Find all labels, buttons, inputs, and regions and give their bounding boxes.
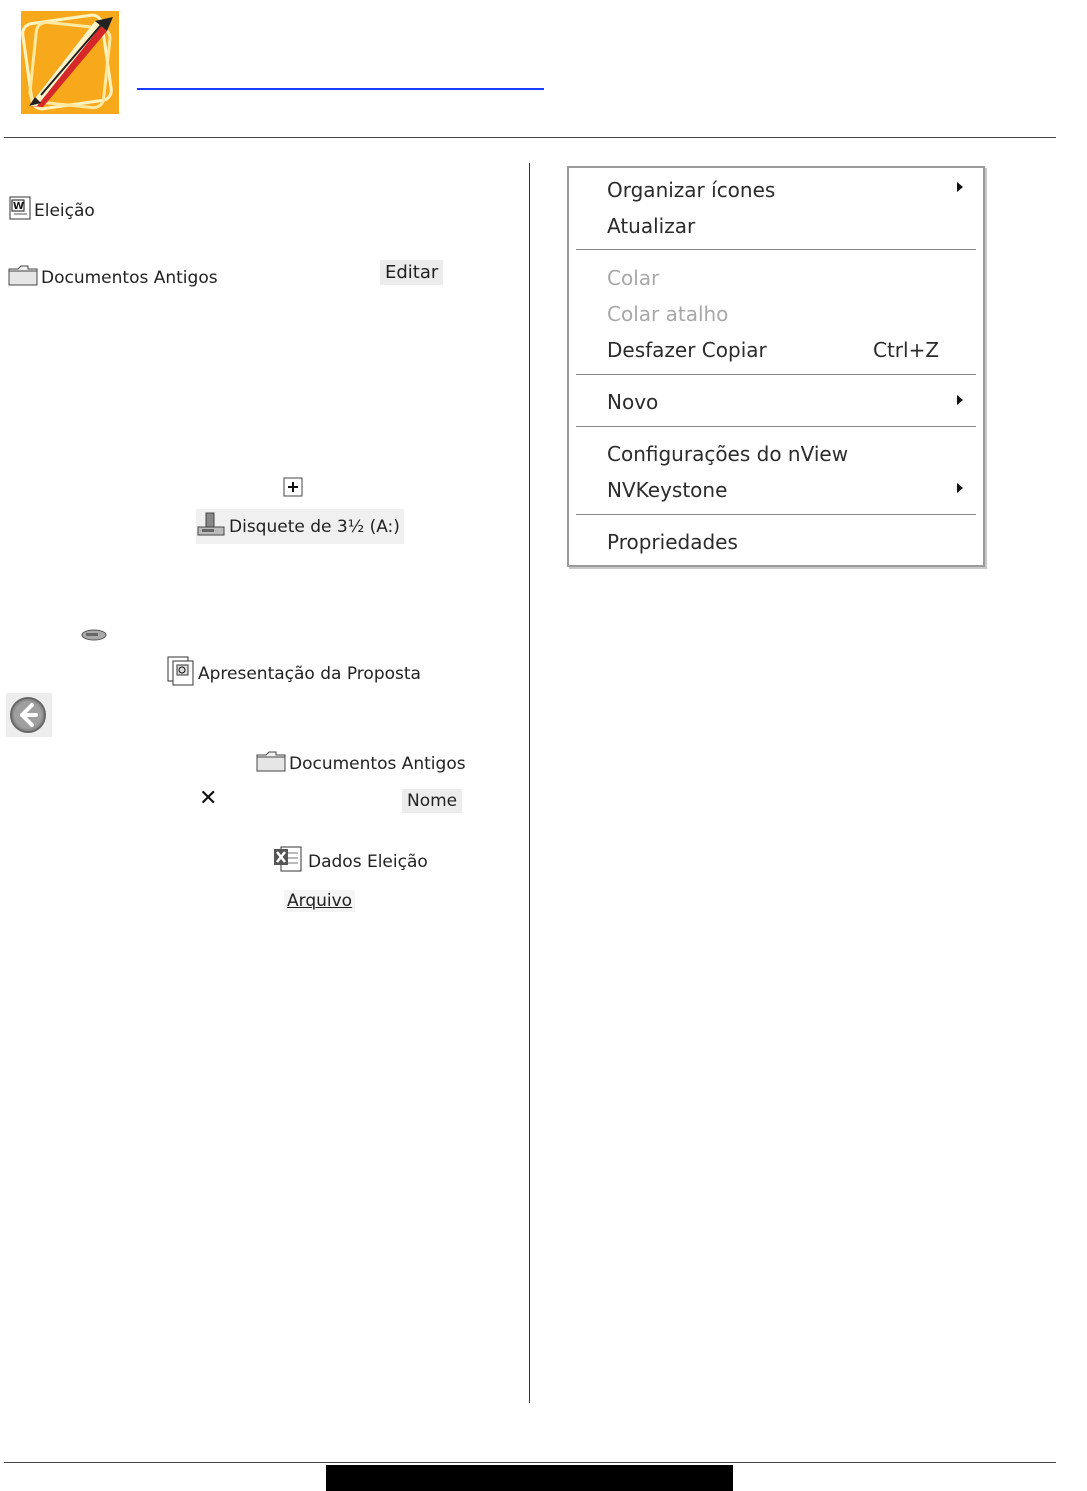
documentos-antigos-label: Documentos Antigos (41, 267, 218, 288)
excel-spreadsheet-icon (273, 844, 305, 879)
menu-item-atualizar[interactable]: Atualizar (607, 214, 696, 238)
menu-separator (576, 249, 976, 251)
editar-menu[interactable]: Editar (380, 260, 443, 285)
footer-bar (326, 1465, 733, 1491)
pencil-notebook-icon (21, 11, 119, 114)
documentos-antigos-folder-2[interactable] (256, 750, 466, 777)
submenu-arrow-icon (957, 483, 963, 493)
menu-separator (576, 514, 976, 516)
top-divider (4, 137, 1056, 138)
svg-text:W: W (13, 201, 25, 212)
apresentacao-label: Apresentação da Proposta (198, 663, 421, 684)
presentation-document-icon (167, 656, 195, 691)
menu-item-propriedades[interactable]: Propriedades (607, 530, 738, 554)
bottom-divider (4, 1462, 1056, 1463)
shortcut-ctrl-z: Ctrl+Z (873, 338, 940, 362)
menu-item-colar: Colar (607, 266, 660, 290)
eleicao-document[interactable] (9, 196, 95, 225)
disquete-label: Disquete de 3½ (A:) (229, 516, 400, 537)
menu-separator (576, 374, 976, 376)
apresentacao-document[interactable] (167, 656, 421, 691)
disquete-drive[interactable] (196, 509, 404, 544)
context-menu (567, 166, 985, 567)
menu-item-organizar-icones[interactable]: Organizar ícones (607, 178, 776, 202)
eleicao-label: Eleição (34, 200, 95, 221)
header-link[interactable] (137, 88, 544, 90)
menu-item-novo[interactable]: Novo (607, 390, 659, 414)
dados-eleicao-file[interactable] (273, 844, 428, 879)
submenu-arrow-icon (957, 395, 963, 405)
plus-box-icon[interactable] (283, 477, 303, 501)
arquivo-menu[interactable]: Arquivo (284, 890, 355, 912)
back-button[interactable] (6, 693, 52, 737)
folder-icon (256, 750, 286, 777)
dados-eleicao-label: Dados Eleição (308, 851, 428, 872)
menu-item-colar-atalho: Colar atalho (607, 302, 729, 326)
word-document-icon (9, 196, 31, 225)
documentos-antigos-folder[interactable] (8, 264, 218, 291)
folder-icon (8, 264, 38, 291)
menu-item-desfazer-copiar[interactable]: Desfazer Copiar (607, 338, 767, 362)
menu-item-nvkeystone[interactable]: NVKeystone (607, 478, 728, 502)
floppy-drive-icon (196, 511, 226, 542)
drive-icon (80, 627, 108, 647)
menu-separator (576, 426, 976, 428)
submenu-arrow-icon (957, 182, 963, 192)
close-x-icon[interactable]: ✕ (199, 786, 218, 811)
column-divider (529, 163, 530, 1403)
nome-column-header[interactable]: Nome (402, 789, 462, 813)
documentos-antigos-label-2: Documentos Antigos (289, 753, 466, 774)
back-arrow-icon (6, 722, 52, 741)
menu-item-configuracoes-nview[interactable]: Configurações do nView (607, 442, 849, 466)
